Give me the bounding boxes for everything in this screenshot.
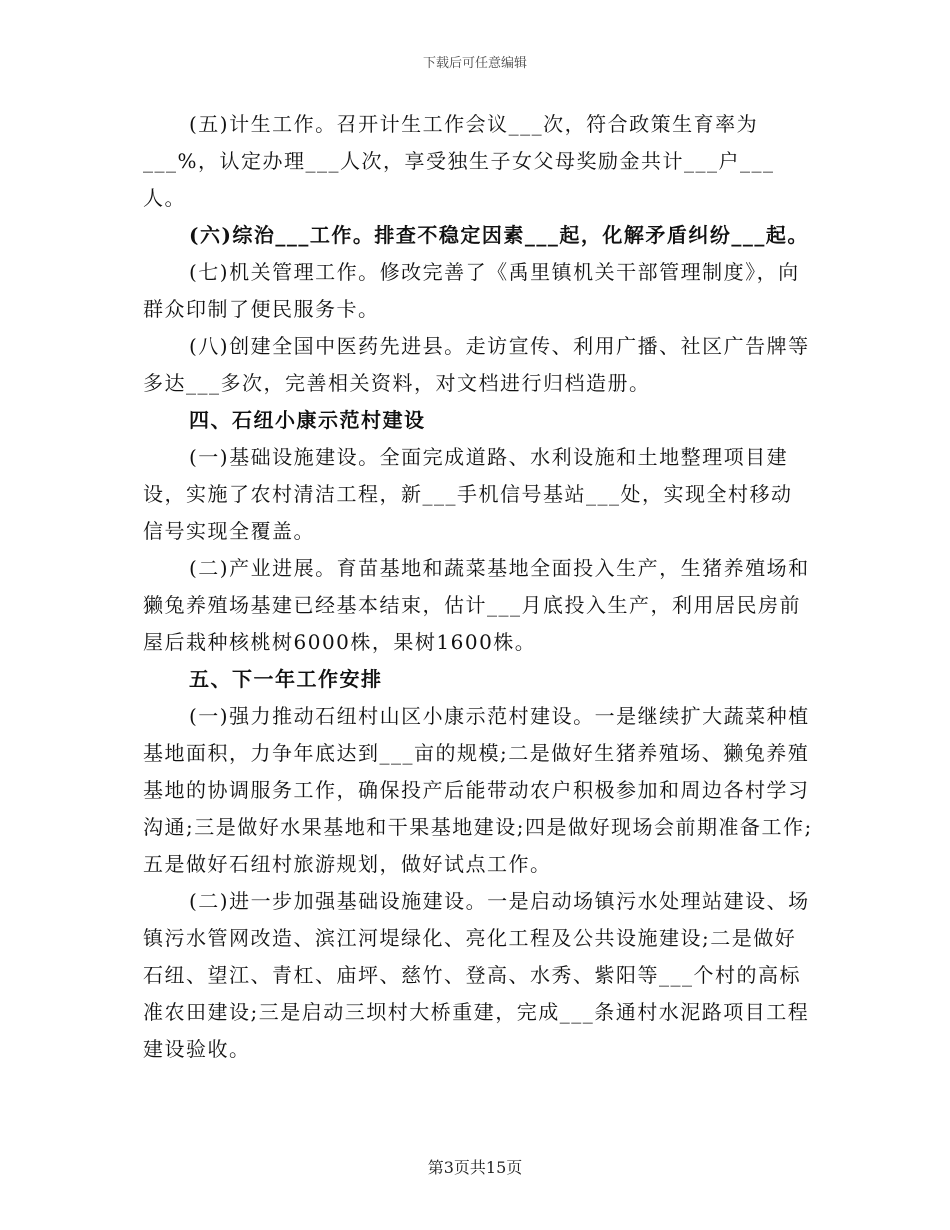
paragraph-promote-demo-village: (一)强力推动石纽村山区小康示范村建设。一是继续扩大蔬菜种植基地面积，力争年底达到___亩的规模;二是做好生猪养殖场、獭兔养殖基地的协调服务工作，确保投产后能带动农户积极参加和周边各村学习沟通;三是做好水果基地和干果基地建设;四是做好现场会前期准备工作;五是做好石纽村旅游规划，做好试点工作。	[143, 704, 813, 876]
paragraph-infrastructure: (一)基础设施建设。全面完成道路、水利设施和土地整理项目建设，实施了农村清洁工程，新___手机信号基站___处，实现全村移动信号实现全覆盖。	[143, 445, 793, 543]
paragraph-strengthen-infrastructure: (二)进一步加强基础设施建设。一是启动场镇污水处理站建设、场镇污水管网改造、滨江河堤绿化、亮化工程及公共设施建设;二是做好石纽、望江、青杠、庙坪、慈竹、登高、水秀、紫阳等___个村的高标准农田建设;三是启动三坝村大桥重建，完成___条通村水泥路项目工程建设验收。	[143, 889, 810, 1061]
document-body	[143, 106, 813, 1068]
page-header: 下载后可任意编辑	[422, 56, 527, 71]
paragraph-tcm-county: (八)创建全国中医药先进县。走访宣传、利用广播、社区广告牌等多达___多次，完善相关资料，对文档进行归档造册。	[143, 334, 810, 395]
paragraph-comprehensive-governance: (六)综治___工作。排查不稳定因素___起，化解矛盾纠纷___起。	[189, 223, 809, 247]
section-heading-shiniu-village: 四、石纽小康示范村建设	[189, 408, 426, 432]
paragraph-office-management: (七)机关管理工作。修改完善了《禹里镇机关干部管理制度》，向群众印制了便民服务卡。	[143, 260, 800, 321]
section-heading-next-year-plan: 五、下一年工作安排	[189, 667, 383, 691]
page-number: 第3页共15页	[427, 1158, 523, 1177]
paragraph-family-planning: (五)计生工作。召开计生工作会议___次，符合政策生育率为___%，认定办理___人次，享受独生子女父母奖励金共计___户___人。	[143, 112, 775, 210]
paragraph-industry-progress: (二)产业进展。育苗基地和蔬菜基地全面投入生产，生猪养殖场和獭兔养殖场基建已经基本结束，估计___月底投入生产，利用居民房前屋后栽种核桃树6000株，果树1600株。	[143, 556, 810, 654]
